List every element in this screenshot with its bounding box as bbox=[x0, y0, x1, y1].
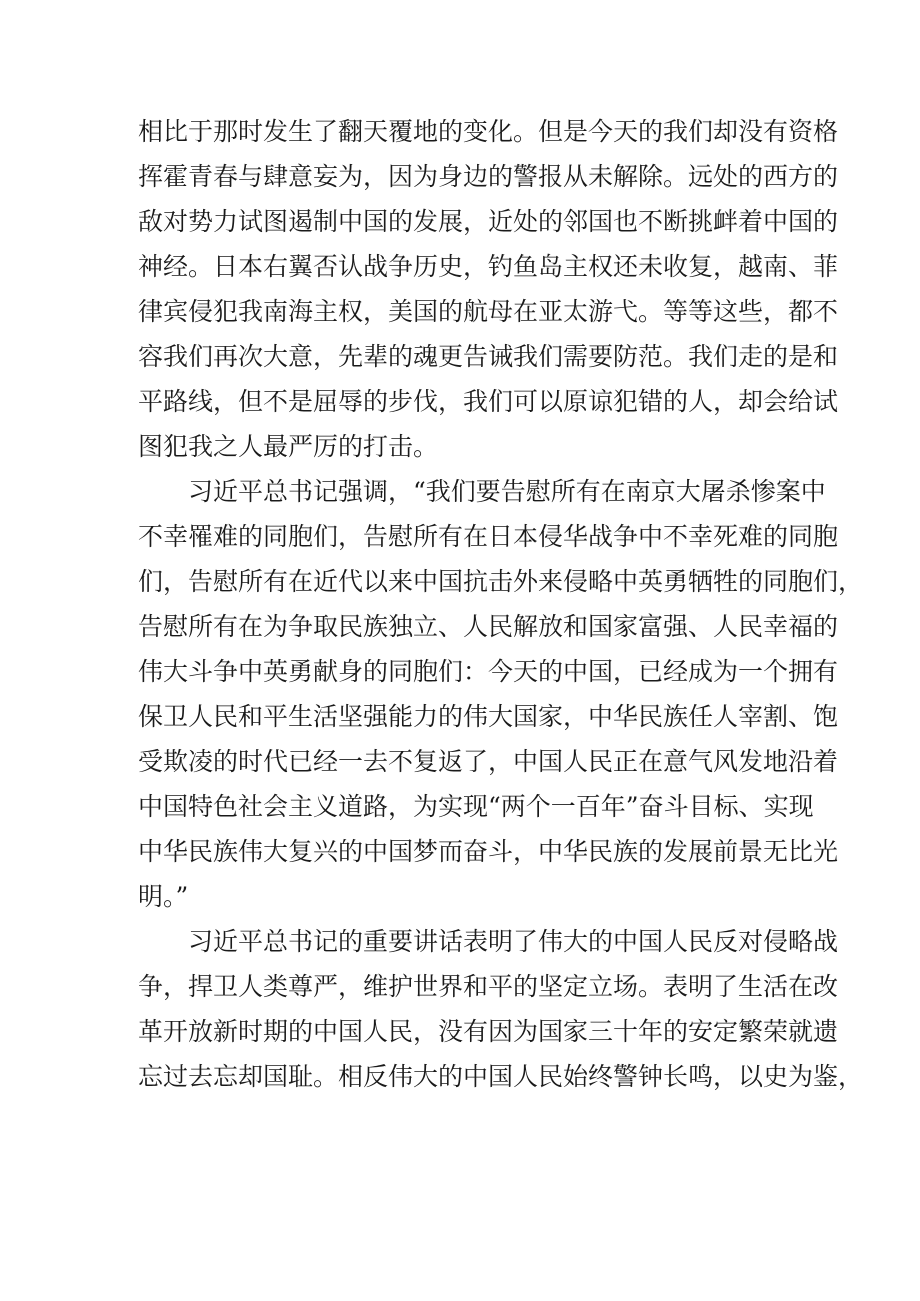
body-text-line: 相比于那时发生了翻天覆地的变化。但是今天的我们却没有资格 bbox=[138, 117, 839, 146]
body-text-line: 习近平总书记强调，“我们要告慰所有在南京大屠杀惨案中 bbox=[188, 477, 826, 506]
body-text-line: 告慰所有在为争取民族独立、人民解放和国家富强、人民幸福的 bbox=[138, 612, 839, 641]
body-text-line: 争，捍卫人类尊严，维护世界和平的坚定立场。表明了生活在改 bbox=[138, 972, 839, 1001]
body-text-line: 们，告慰所有在近代以来中国抗击外来侵略中英勇牺牲的同胞们， bbox=[138, 567, 864, 596]
body-text-line: 神经。日本右翼否认战争历史，钓鱼岛主权还未收复，越南、菲 bbox=[138, 252, 839, 281]
body-text-line: 明。” bbox=[138, 882, 189, 911]
body-text-line: 律宾侵犯我南海主权，美国的航母在亚太游弋。等等这些，都不 bbox=[138, 297, 839, 326]
body-text-line: 伟大斗争中英勇献身的同胞们：今天的中国，已经成为一个拥有 bbox=[138, 657, 839, 686]
body-text-line: 保卫人民和平生活坚强能力的伟大国家，中华民族任人宰割、饱 bbox=[138, 702, 839, 731]
body-text-line: 挥霍青春与肆意妄为，因为身边的警报从未解除。远处的西方的 bbox=[138, 162, 839, 191]
body-text-line: 平路线，但不是屈辱的步伐，我们可以原谅犯错的人，却会给试 bbox=[138, 387, 839, 416]
body-text-line: 敌对势力试图遏制中国的发展，近处的邻国也不断挑衅着中国的 bbox=[138, 207, 839, 236]
body-text-line: 革开放新时期的中国人民，没有因为国家三十年的安定繁荣就遗 bbox=[138, 1017, 839, 1046]
body-text-line: 容我们再次大意，先辈的魂更告诫我们需要防范。我们走的是和 bbox=[138, 342, 839, 371]
body-text-line: 中华民族伟大复兴的中国梦而奋斗，中华民族的发展前景无比光 bbox=[138, 837, 839, 866]
body-text-line: 图犯我之人最严厉的打击。 bbox=[138, 432, 439, 461]
body-text-line: 不幸罹难的同胞们，告慰所有在日本侵华战争中不幸死难的同胞 bbox=[138, 522, 839, 551]
body-text-line: 习近平总书记的重要讲话表明了伟大的中国人民反对侵略战 bbox=[188, 927, 839, 956]
body-text-line: 中国特色社会主义道路，为实现“两个一百年”奋斗目标、实现 bbox=[138, 792, 814, 821]
body-text-line: 忘过去忘却国耻。相反伟大的中国人民始终警钟长鸣，以史为鉴， bbox=[138, 1062, 864, 1091]
body-text-line: 受欺凌的时代已经一去不复返了，中国人民正在意气风发地沿着 bbox=[138, 747, 839, 776]
